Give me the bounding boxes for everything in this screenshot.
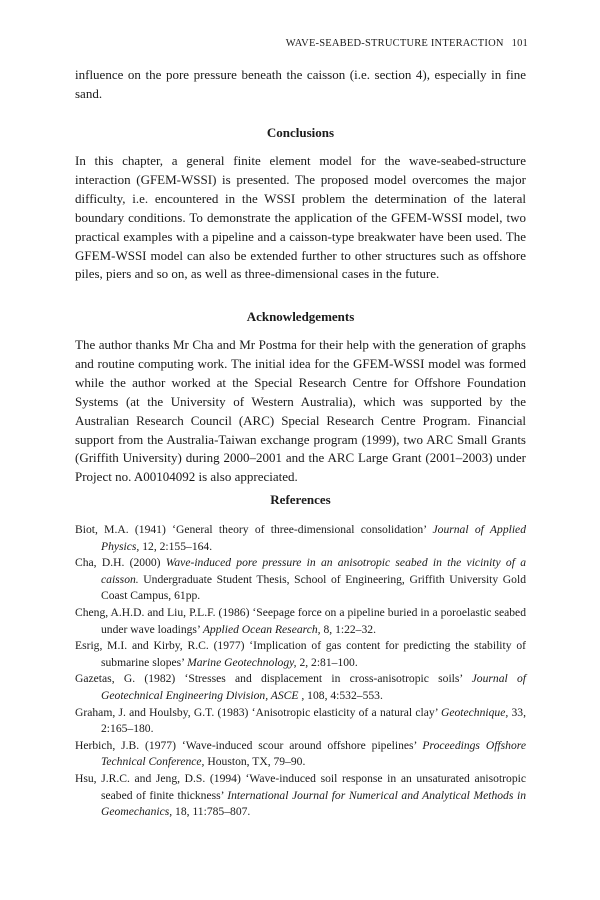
page-number: 101 (511, 38, 528, 49)
reference-item: Gazetas, G. (1982) ‘Stresses and displacement in cross-anisotropic soils’ Journal of Geotechnical Engineering Division, ASCE , 108, 4:532–553. (75, 672, 526, 702)
running-head-title: WAVE-SEABED-STRUCTURE INTERACTION (285, 38, 504, 49)
acknowledgements-paragraph: The author thanks Mr Cha and Mr Postma for their help with the generation of graphs and routine computing work. The initial idea for the GFEM-WSSI model was formed while the author worked at the Special Research Centre for Offshore Foundation Systems (at the University of Western Australia), which was supported by the Australian Research Council (ARC) Special Research Centre Program. Financial support from the Australia-Taiwan exchange program (1999), two ARC Small Grants (Griffith University) during 2000–2001 and the ARC Large Grant (2001–2003) under Project no. A00104092 is also appreciated. (75, 337, 526, 485)
conclusions-paragraph: In this chapter, a general finite element model for the wave-seabed-structure interaction (GFEM-WSSI) is presented. The proposed model overcomes the major difficulty, i.e. encountered in the WSSI problem the determination of the lateral boundary conditions. To demonstrate the application of the GFEM-WSSI model, two practical examples with a pipeline and a caisson-type breakwater have been used. The GFEM-WSSI model can also be extended further to other structures such as offshore piles, piers and so on, as well as three-dimensional cases in the future. (75, 153, 526, 282)
reference-item: Esrig, M.I. and Kirby, R.C. (1977) ‘Implication of gas content for predicting the stability of submarine slopes’ Marine Geotechnology, 2, 2:81–100. (75, 639, 526, 669)
reference-item: Hsu, J.R.C. and Jeng, D.S. (1994) ‘Wave-induced soil response in an unsaturated anisotropic seabed of finite thickness’ International Journal for Numerical and Analytical Methods in Geomechanics, 18, 11:785–807. (75, 771, 526, 819)
acknowledgements-section (75, 308, 526, 487)
reference-item: Graham, J. and Houlsby, G.T. (1983) ‘Anisotropic elasticity of a natural clay’ Geotechnique, 33, 2:165–180. (75, 705, 526, 736)
references-heading-block (75, 491, 526, 509)
conclusions-heading: Conclusions (266, 125, 335, 140)
intro-paragraph: influence on the pore pressure beneath the caisson (i.e. section 4), especially in fine sand. (75, 67, 526, 101)
references-list (75, 522, 526, 821)
acknowledgements-heading: Acknowledgements (246, 309, 355, 324)
reference-item: Herbich, J.B. (1977) ‘Wave-induced scour around offshore pipelines’ Proceedings Offshore Technical Conference, Houston, TX, 79–90. (75, 738, 526, 769)
references-heading: References (270, 492, 331, 507)
reference-item: Cheng, A.H.D. and Liu, P.L.F. (1986) ‘Seepage force on a pipeline buried in a poroelastic seabed under wave loadings’ Applied Ocean Research, 8, 1:22–32. (75, 605, 526, 636)
reference-item: Cha, D.H. (2000) Wave-induced pore pressure in an anisotropic seabed in the vicinity of a caisson. Undergraduate Student Thesis, School of Engineering, Griffith University Gold Coast Campus, 61pp. (75, 556, 526, 603)
intro-block (75, 66, 526, 104)
running-head (286, 38, 528, 49)
reference-item: Biot, M.A. (1941) ‘General theory of three-dimensional consolidation’ Journal of Applied Physics, 12, 2:155–164. (75, 523, 526, 553)
conclusions-section (75, 124, 526, 284)
